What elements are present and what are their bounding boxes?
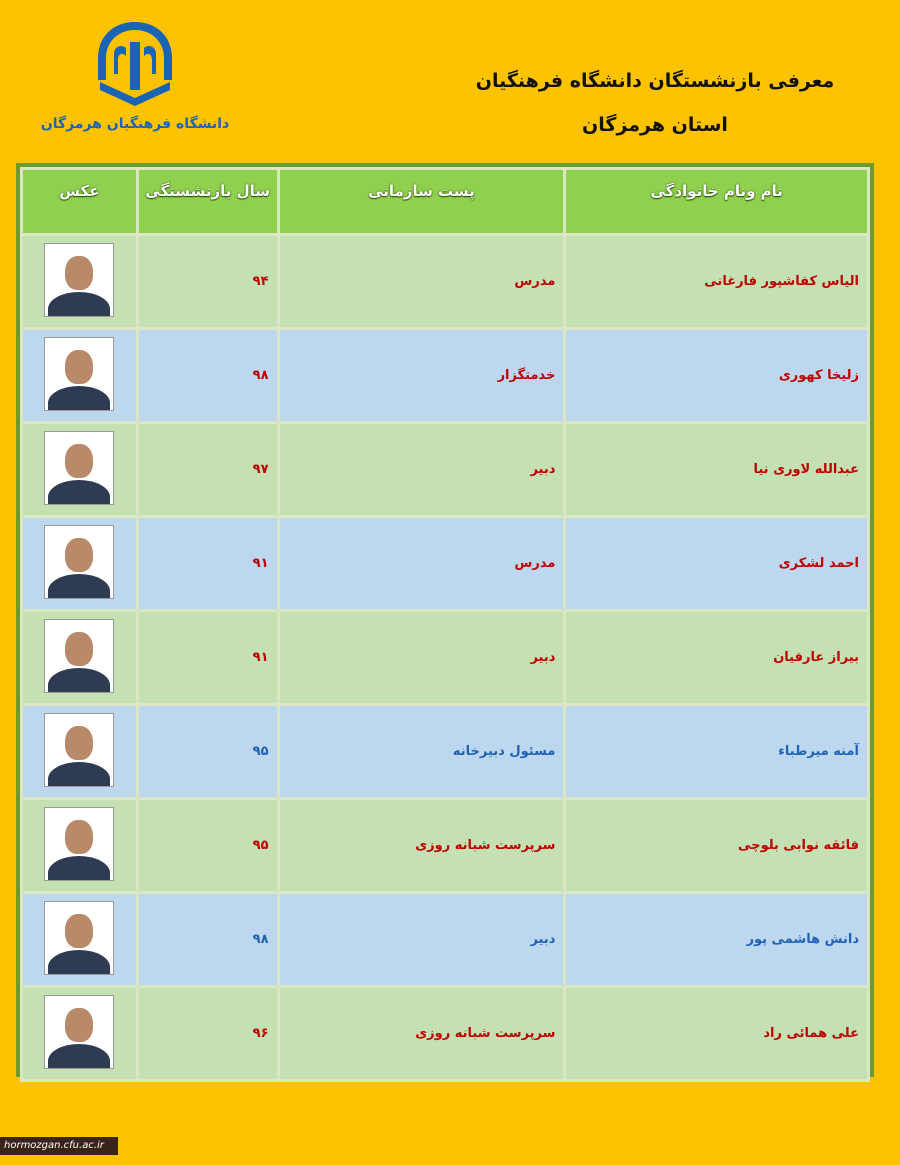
cell-name: آمنه میرطباء [566,706,867,797]
university-logo [40,18,230,132]
cell-name: احمد لشکری [566,518,867,609]
portrait-head [65,726,93,760]
portrait-photo [44,337,114,411]
logo-caption: دانشگاه فرهنگیان هرمزگان [40,116,230,132]
cell-name: الیاس کفاشپور فارغانی [566,236,867,327]
cell-year: ۹۸ [139,894,277,985]
portrait-photo [44,901,114,975]
cell-year: ۹۱ [139,518,277,609]
portrait-head [65,914,93,948]
portrait-body [48,386,110,411]
portrait-photo [44,713,114,787]
portrait-photo [44,807,114,881]
cell-photo [23,518,136,609]
table-row [23,706,867,797]
university-emblem-icon [92,18,178,110]
portrait-body [48,292,110,317]
portrait-body [48,762,110,787]
cell-position: دبیر [280,894,564,985]
cell-position: سرپرست شبانه روزی [280,988,564,1079]
portrait-body [48,856,110,881]
cell-photo [23,236,136,327]
portrait-photo [44,995,114,1069]
portrait-photo [44,431,114,505]
cell-position: دبیر [280,424,564,515]
table-header-row [23,170,867,233]
cell-position: سرپرست شبانه روزی [280,800,564,891]
portrait-head [65,538,93,572]
cell-position: مسئول دبیرخانه [280,706,564,797]
portrait-head [65,820,93,854]
header-year: سال بازنشستگی [139,170,277,233]
cell-photo [23,330,136,421]
cell-year: ۹۱ [139,612,277,703]
cell-photo [23,894,136,985]
portrait-body [48,574,110,599]
cell-position: مدرس [280,236,564,327]
cell-year: ۹۵ [139,706,277,797]
cell-name: فائقه نوابی بلوچی [566,800,867,891]
table-row [23,894,867,985]
cell-year: ۹۶ [139,988,277,1079]
table-row [23,988,867,1079]
cell-name: بیراز عارفیان [566,612,867,703]
cell-name: دانش هاشمی پور [566,894,867,985]
cell-year: ۹۴ [139,236,277,327]
cell-name: عبدالله لاوری نیا [566,424,867,515]
portrait-body [48,1044,110,1069]
table-row [23,236,867,327]
cell-photo [23,800,136,891]
portrait-body [48,950,110,975]
portrait-head [65,350,93,384]
cell-position: خدمتگزار [280,330,564,421]
portrait-head [65,632,93,666]
page-title: معرفی بازنشستگان دانشگاه فرهنگیان [475,70,835,92]
table-row [23,330,867,421]
cell-position: دبیر [280,612,564,703]
header-name: نام ونام خانوادگی [566,170,867,233]
cell-year: ۹۷ [139,424,277,515]
cell-position: مدرس [280,518,564,609]
table-row [23,518,867,609]
table-row [23,612,867,703]
cell-photo [23,706,136,797]
header-photo: عکس [23,170,136,233]
header-position: پست سازمانی [280,170,564,233]
portrait-body [48,668,110,693]
cell-year: ۹۸ [139,330,277,421]
portrait-head [65,1008,93,1042]
retirees-table-frame [16,163,874,1077]
cell-name: علی همائی راد [566,988,867,1079]
portrait-photo [44,619,114,693]
website-url: hormozgan.cfu.ac.ir [0,1137,118,1155]
portrait-photo [44,525,114,599]
page-header [440,70,870,136]
portrait-head [65,256,93,290]
table-row [23,800,867,891]
cell-name: زلیخا کهوری [566,330,867,421]
retirees-table [20,167,870,1082]
table-row [23,424,867,515]
portrait-head [65,444,93,478]
page-subtitle: استان هرمزگان [582,114,728,136]
portrait-photo [44,243,114,317]
cell-photo [23,612,136,703]
cell-photo [23,424,136,515]
cell-photo [23,988,136,1079]
portrait-body [48,480,110,505]
cell-year: ۹۵ [139,800,277,891]
